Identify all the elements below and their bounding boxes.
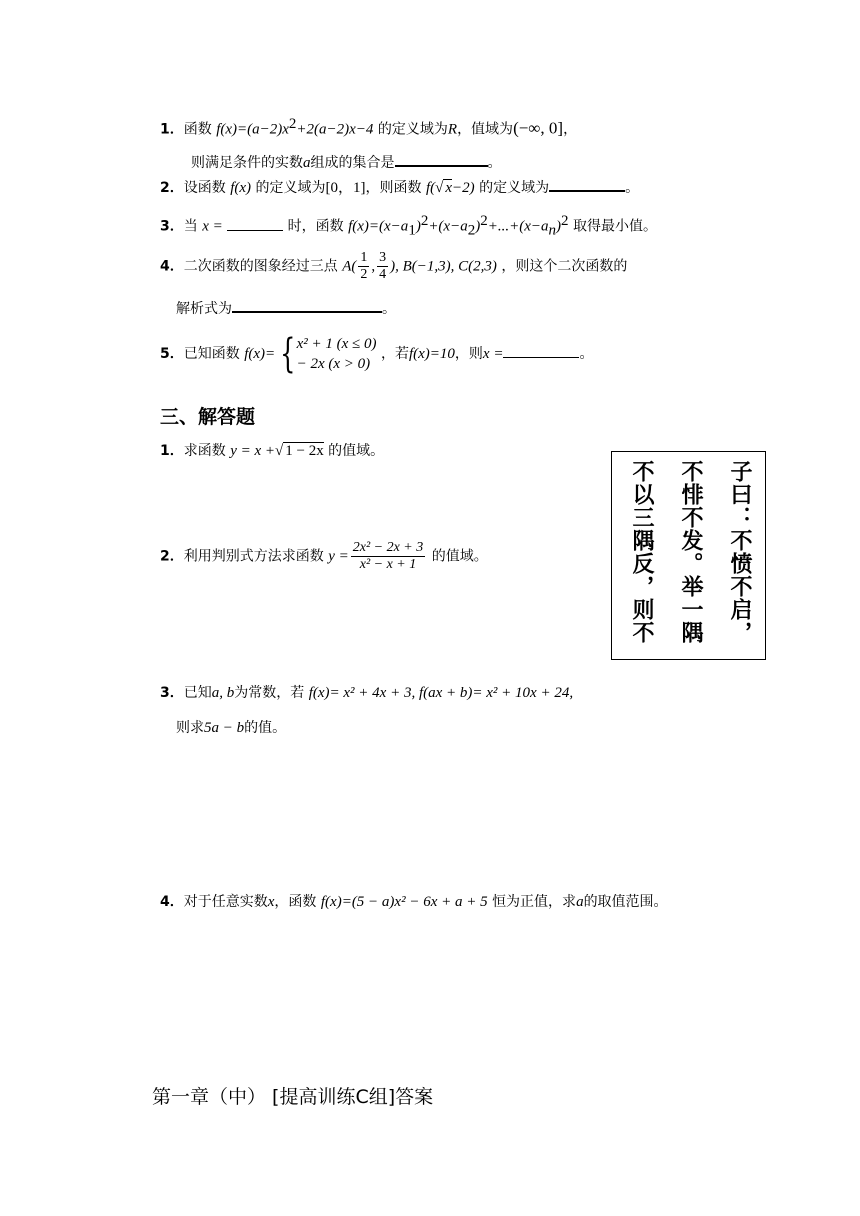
- quote-box: [611, 451, 766, 660]
- answer-blank[interactable]: [503, 343, 579, 358]
- piecewise-cases: x² + 1 (x ≤ 0) − 2x (x > 0): [296, 336, 377, 372]
- section-title: 三、解答题: [160, 406, 256, 428]
- solve-q2: 2．利用判别式方法求函数 y = $\frac{\text{2x² − 2x + 3}}{\text{x² − x + 1}}$ 的值域。: [160, 540, 488, 572]
- fill-q5: 5．已知函数 f(x)= { x² + 1 (x ≤ 0) − 2x (x > 0) ，若f(x)=10，则x = 。: [160, 331, 594, 377]
- fill-q4: 4．二次函数的图象经过三点 A( $\frac{1}{2}$ , $\frac{3}{4}$ ), B(−1,3), C(2,3) ，则这个二次函数的: [160, 250, 628, 282]
- quote-column-3: 不以三隅反，则不: [629, 460, 654, 644]
- answer-blank[interactable]: [227, 216, 283, 231]
- solve-q4: 4．对于任意实数x，函数 f(x)=(5 − a)x² − 6x + a + 5 恒为正值，求a的取值范围。: [160, 894, 668, 910]
- answer-section-heading: 第一章（中） [提高训练C组]答案: [152, 1086, 434, 1108]
- answer-blank[interactable]: [232, 297, 382, 313]
- solve-q1: 1．求函数 y = x +√ 1 − 2x 的值域。: [160, 443, 385, 459]
- quote-column-1: 子曰：不愤不启，: [727, 460, 752, 644]
- fill-q1: 1．函数 $f(x)=(a-2)x^2+2(a-2)x-4$ 的定义域为R，值域为(−∞, 0]，: [160, 116, 578, 138]
- fill-q3: 3．当 x = 时，函数 $f(x)=(x-a_1)^2+(x-a_2)^2+...+(x-a_n)^2$ 取得最小值。: [160, 213, 657, 239]
- solve-q3: 3．已知a, b为常数，若 f(x)= x² + 4x + 3, f(ax + b)= x² + 10x + 24,: [160, 685, 574, 701]
- fraction-function: $\frac{\text{2x² − 2x + 3}}{\text{x² − x + 1}}$: [352, 540, 424, 572]
- fill-q4-line2: 解析式为 。: [176, 297, 396, 319]
- fraction-three-quarters: $\frac{3}{4}$: [379, 250, 387, 282]
- answer-blank[interactable]: [549, 176, 625, 192]
- quote-column-2: 不悱不发。举一隅: [678, 460, 703, 644]
- answer-blank[interactable]: [395, 151, 488, 167]
- fill-q1-line2: 则满足条件的实数a组成的集合是 。: [191, 151, 502, 173]
- fill-q2: 2．设函数 f(x) 的定义域为[0，1]，则函数 f(√ x−2) 的定义域为 。: [160, 176, 639, 198]
- fraction-half: $\frac{1}{2}$: [360, 250, 368, 282]
- solve-q3-line2: 则求5a − b的值。: [176, 720, 287, 736]
